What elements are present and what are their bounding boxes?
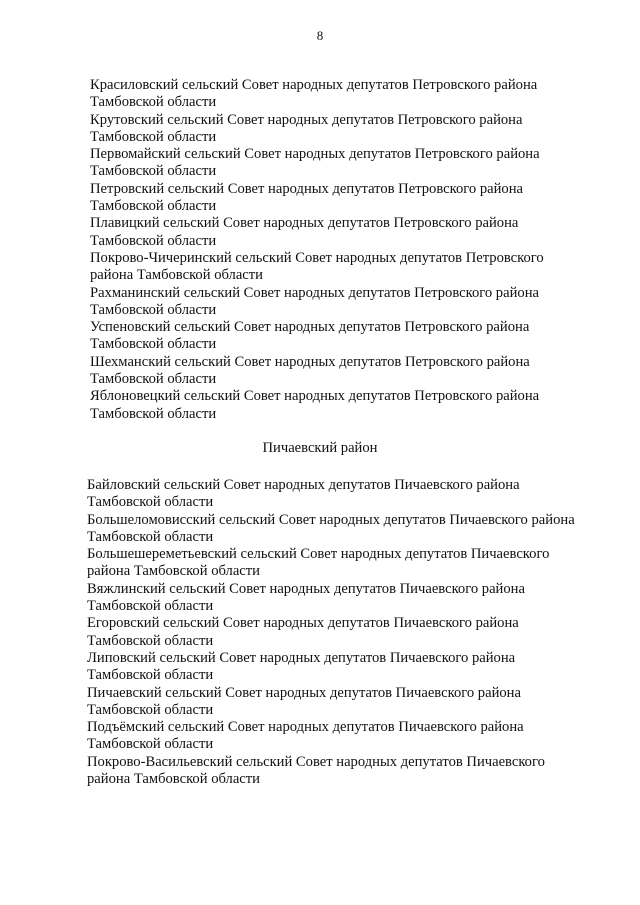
entry-region: Тамбовской области bbox=[90, 198, 217, 215]
list-item bbox=[90, 354, 620, 389]
list-item bbox=[90, 285, 620, 320]
list-item bbox=[87, 546, 617, 581]
entry-region: Тамбовской области bbox=[87, 632, 214, 649]
list-item bbox=[90, 215, 620, 250]
entry-name: Покрово-Чичеринский сельский Совет народных депутатов Петровского bbox=[90, 249, 544, 266]
section-heading: Пичаевский район bbox=[262, 440, 378, 456]
list-item bbox=[90, 319, 620, 354]
entry-name: Егоровский сельский Совет народных депутатов Пичаевского района bbox=[87, 615, 519, 632]
entry-name: Большеломовисский сельский Совет народных депутатов Пичаевского района bbox=[87, 511, 575, 528]
entry-region: Тамбовской области bbox=[90, 371, 217, 388]
entry-region: Тамбовской области bbox=[90, 163, 217, 180]
entry-region: Тамбовской области bbox=[90, 232, 217, 249]
list-item bbox=[90, 112, 620, 147]
entry-region: Тамбовской области bbox=[90, 336, 217, 353]
entry-name: Байловский сельский Совет народных депутатов Пичаевского района bbox=[87, 477, 520, 493]
entry-name: Шехманский сельский Совет народных депутатов Петровского района bbox=[90, 353, 530, 370]
list-item bbox=[87, 754, 617, 789]
entry-name: Первомайский сельский Совет народных депутатов Петровского района bbox=[90, 146, 540, 163]
page-number: 8 bbox=[316, 28, 324, 43]
entry-name: Липовский сельский Совет народных депутатов Пичаевского района bbox=[87, 649, 516, 666]
list-item bbox=[87, 685, 617, 720]
entry-name: Плавицкий сельский Совет народных депутатов Петровского района bbox=[90, 215, 519, 232]
entry-region: района Тамбовской области bbox=[87, 563, 260, 580]
list-item bbox=[87, 615, 617, 650]
entry-name: Петровский сельский Совет народных депутатов Петровского района bbox=[90, 180, 524, 197]
entry-region: Тамбовской области bbox=[87, 736, 214, 753]
entry-name: Крутовский сельский Совет народных депутатов Петровского района bbox=[90, 111, 523, 128]
entry-name: Большешереметьевский сельский Совет народных депутатов Пичаевского bbox=[87, 546, 550, 563]
entry-region: Тамбовской области bbox=[87, 598, 214, 615]
list-item bbox=[87, 581, 617, 616]
entry-region: Тамбовской области bbox=[87, 528, 214, 545]
list-item bbox=[87, 719, 617, 754]
entry-name: Красиловский сельский Совет народных депутатов Петровского района bbox=[90, 77, 538, 93]
list-item bbox=[90, 250, 620, 285]
entry-region: района Тамбовской области bbox=[90, 267, 263, 284]
list-item bbox=[87, 477, 617, 512]
entry-name: Покрово-Васильевский сельский Совет народных депутатов Пичаевского bbox=[87, 753, 545, 770]
entry-name: Успеновский сельский Совет народных депутатов Петровского района bbox=[90, 319, 530, 336]
entry-region: Тамбовской области bbox=[90, 301, 217, 318]
entry-region: Тамбовской области bbox=[87, 494, 214, 511]
list-item bbox=[87, 512, 617, 547]
list-item bbox=[90, 181, 620, 216]
entry-region: района Тамбовской области bbox=[87, 771, 260, 788]
entry-name: Яблоновецкий сельский Совет народных депутатов Петровского района bbox=[90, 388, 540, 405]
list-item bbox=[90, 77, 620, 112]
entries-list-top bbox=[90, 77, 620, 423]
entry-region: Тамбовской области bbox=[87, 667, 214, 684]
list-item bbox=[90, 146, 620, 181]
list-item bbox=[90, 388, 620, 423]
entry-name: Рахманинский сельский Совет народных депутатов Петровского района bbox=[90, 284, 539, 301]
entry-name: Подъёмский сельский Совет народных депутатов Пичаевского района bbox=[87, 719, 524, 736]
entry-region: Тамбовской области bbox=[90, 405, 217, 422]
entry-region: Тамбовской области bbox=[90, 94, 217, 111]
entry-name: Вяжлинский сельский Совет народных депутатов Пичаевского района bbox=[87, 580, 525, 597]
entry-name: Пичаевский сельский Совет народных депутатов Пичаевского района bbox=[87, 684, 521, 701]
entry-region: Тамбовской области bbox=[87, 701, 214, 718]
list-item bbox=[87, 650, 617, 685]
entries-list-bottom bbox=[87, 477, 617, 788]
entry-region: Тамбовской области bbox=[90, 128, 217, 145]
